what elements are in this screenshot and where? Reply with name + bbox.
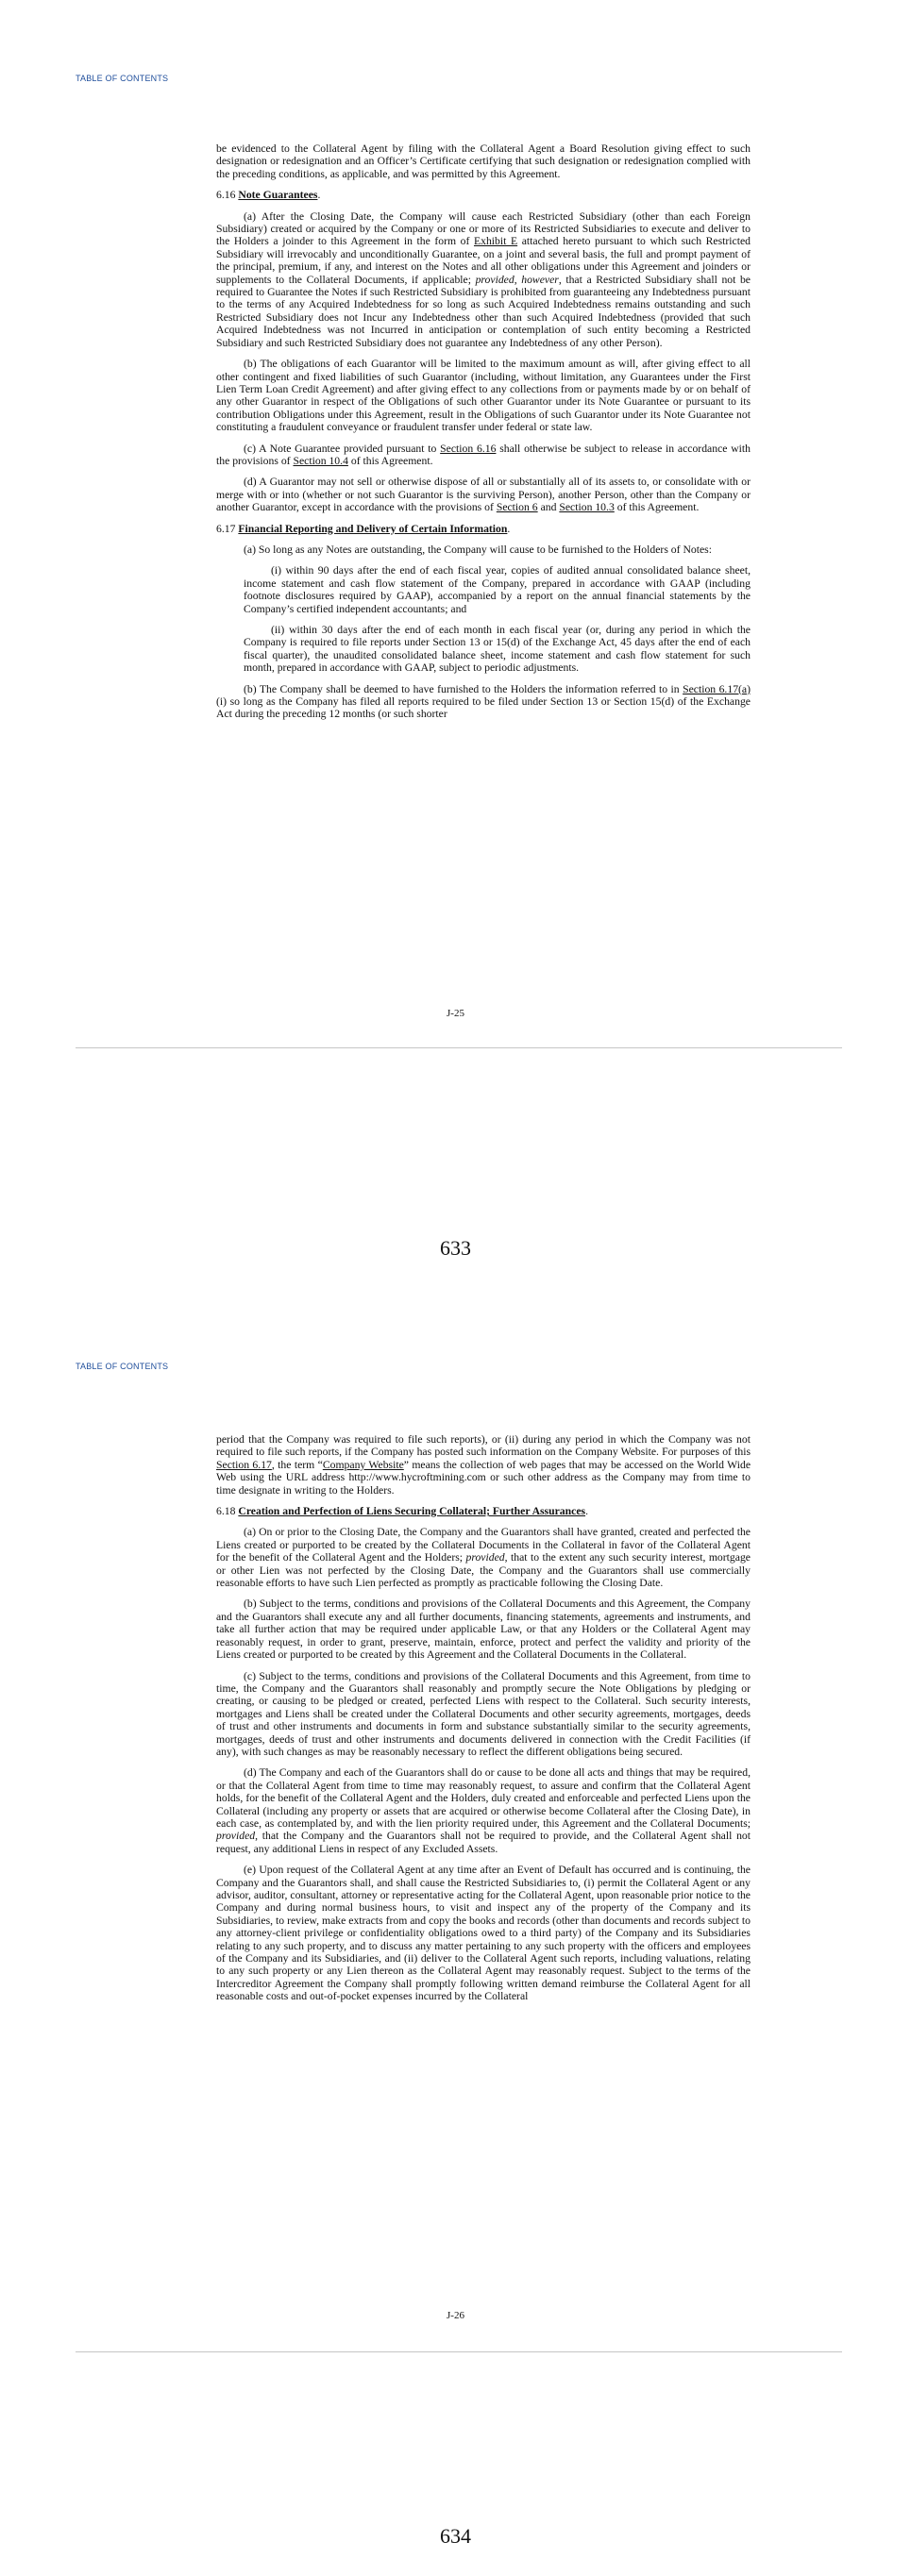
section-heading-6-16 [216, 189, 751, 201]
italic-term: however [521, 273, 559, 286]
italic-term: provided [465, 1551, 505, 1564]
exhibit-e-link[interactable]: Exhibit E [473, 235, 518, 248]
text: of this Agreement. [614, 501, 700, 514]
paragraph-6-18-b: (b) Subject to the terms, conditions and provisions of the Collateral Documents and this Agreement, the Company and the Guarantors shall execute any and all further documents, financing statements, agreements and instruments, and take all further action that may be required under applicable Law, or that any Holders or the Collateral Agent may reasonably request, in order to grant, preserve, maintain, enforce, protect and perfect the validity and priority of the Liens created or purported to be created by this Agreement and the Collateral Documents in the Collateral. [216, 1597, 751, 1662]
heading-period: . [585, 1505, 588, 1518]
page-body-2 [216, 1433, 751, 2012]
page-footer: J-26 [447, 2310, 464, 2321]
text: of this Agreement. [347, 454, 433, 467]
section-number: 6.18 [216, 1505, 239, 1518]
italic-term: provided [475, 273, 515, 286]
text: period that the Company was required to file such reports), or (ii) during any period in which the Company was not required to file such reports, if the Company has posted such information on the Company Website. For purposes of this [216, 1433, 751, 1459]
page-divider [76, 2351, 842, 2352]
text: , [514, 273, 522, 286]
section-heading-6-18 [216, 1505, 751, 1517]
section-title: Financial Reporting and Delivery of Certain Information [238, 522, 508, 535]
paragraph-6-16-a [216, 210, 751, 349]
page-number: 634 [440, 2524, 471, 2548]
section-number: 6.17 [216, 522, 239, 535]
page-body-1 [216, 142, 751, 729]
paragraph-6-16-d [216, 476, 751, 513]
section-6-16-link[interactable]: Section 6.16 [440, 442, 497, 455]
section-10-3-link[interactable]: Section 10.3 [559, 501, 615, 514]
paragraph-continuation: be evidenced to the Collateral Agent by filing with the Collateral Agent a Board Resolution giving effect to such designation or redesignation and an Officer’s Certificate certifying that such designation or redesignation complied with the preceding conditions, as applicable, and was permitted by this Agreement. [216, 142, 751, 180]
section-number: 6.16 [216, 189, 239, 202]
text: shall otherwise be subject to release in accordance with the provisions of [216, 442, 751, 467]
text: and [537, 501, 560, 514]
text: (a) After the Closing Date, the Company will cause each Restricted Subsidiary (other than each Foreign Subsidiary) created or acquired by the Company or one or more of its Restricted Subsidiaries to execute and deliver to the Holders a joinder to this Agreement in the form of [216, 209, 751, 248]
text: (d) The Company and each of the Guarantors shall do or cause to be done all acts and things that may be required, or that the Collateral Agent from time to time may reasonably request, to assure and confirm that the Collateral Agent holds, for the benefit of the Collateral Agent and the Holders, duly created and enforceable and perfected Liens upon the Collateral (including any property or assets that are acquired or otherwise become Collateral after the Closing Date), in each case, as contemplated by, and with the lien priority required under, this Agreement and the Collateral Documents; [216, 1766, 751, 1830]
text: attached hereto pursuant to which such Restricted Subsidiary will irrevocably and unconditionally Guarantee, on a joint and several basis, the full and prompt payment of the principal, premium, if any, and interest on the Notes and all other obligations under this Agreement and joinders or supplements to the Collateral Documents, if applicable; [216, 235, 751, 286]
page-footer: J-25 [447, 1008, 464, 1019]
paragraph-6-18-d [216, 1766, 751, 1855]
paragraph-6-17-a-i: (i) within 90 days after the end of each fiscal year, copies of audited annual consolidated balance sheet, income statement and cash flow statement of the Company, prepared in accordance with GAAP (including footnote disclosures required by GAAP), accompanied by a report on the annual financial statements by the Company’s certified independent accountants; and [244, 564, 751, 615]
text: (i) so long as the Company has filed all reports required to be filed under Section 13 or Section 15(d) of the Exchange Act during the preceding 12 months (or such shorter [216, 695, 751, 721]
section-title: Note Guarantees [238, 189, 318, 202]
text: , the term “ [271, 1458, 323, 1471]
paragraph-6-18-c: (c) Subject to the terms, conditions and provisions of the Collateral Documents and this Agreement, from time to time, the Company and the Guarantors shall reasonably and promptly secure the Note Obligations by pledging or creating, or causing to be pledged or created, perfected Liens with respect to the Collateral. Such security interests, mortgages and Liens shall be created under the Collateral Documents and other security agreements, mortgages, deeds of trust and other instruments and documents in form and substance substantially similar to the security agreements, mortgages, deeds of trust and other instruments and documents delivered in connection with the Credit Facilities (if any), with such changes as may be reasonably necessary to reflect the different obligations being secured. [216, 1669, 751, 1758]
company-website-term: Company Website [322, 1458, 404, 1471]
paragraph-6-17-a: (a) So long as any Notes are outstanding, the Company will cause to be furnished to the Holders of Notes: [244, 543, 712, 556]
section-heading-6-17 [216, 523, 751, 535]
paragraph-continuation [216, 1433, 751, 1497]
text: (a) On or prior to the Closing Date, the Company and the Guarantors shall have granted, created and perfected the Liens created or purported to be created by the Collateral Documents in the Collateral in favor of the Collateral Agent for the benefit of the Collateral Agent and the Holders; [216, 1526, 751, 1564]
text: , that a Restricted Subsidiary shall not be required to Guarantee the Notes if such Restricted Subsidiary is prohibited from guaranteeing any Indebtedness pursuant to the terms of any Acquired Indebtedness for so long as such Acquired Indebtedness remains outstanding and such Restricted Subsidiary does not Incur any Indebtedness other than such Acquired Indebtedness (provided that such Acquired Indebtedness was not Incurred in anticipation or contemplation of such entity becoming a Restricted Subsidiary and such Restricted Subsidiary does not guarantee any Indebtedness of any other Person). [216, 273, 751, 349]
section-title: Creation and Perfection of Liens Securing Collateral; Further Assurances [238, 1505, 586, 1518]
italic-term: provided [216, 1830, 256, 1843]
text: (c) A Note Guarantee provided pursuant to [244, 442, 441, 455]
section-6-17-link[interactable]: Section 6.17 [216, 1458, 272, 1471]
paragraph-6-18-a [216, 1526, 751, 1589]
paragraph-6-17-b [216, 683, 751, 721]
table-of-contents-link[interactable]: TABLE OF CONTENTS [76, 74, 169, 83]
heading-period: . [507, 522, 511, 535]
table-of-contents-link[interactable]: TABLE OF CONTENTS [76, 1362, 169, 1371]
page-number: 633 [440, 1236, 471, 1260]
paragraph-6-16-b: (b) The obligations of each Guarantor will be limited to the maximum amount as will, after giving effect to all other contingent and fixed liabilities of such Guarantor (including, without limitation, any Guarantees under the First Lien Term Loan Credit Agreement) and after giving effect to any collections from or payments made by or on behalf of any other Guarantor in respect of the Obligations of such other Guarantor under its Note Guarantee or pursuant to its contribution Obligations under this Agreement, result in the Obligations of such Guarantor under its Note Guarantee not constituting a fraudulent conveyance or fraudulent transfer under federal or state law. [216, 358, 751, 434]
section-6-17-a-link[interactable]: Section 6.17(a) [683, 682, 751, 695]
heading-period: . [317, 189, 321, 202]
paragraph-6-17-a-ii: (ii) within 30 days after the end of each month in each fiscal year (or, during any period in which the Company is required to file reports under Section 13 or 15(d) of the Exchange Act, 45 days after the end of each fiscal quarter), the unaudited consolidated balance sheet, income statement and cash flow statement for such month, prepared in accordance with GAAP, subject to periodic adjustments. [244, 624, 751, 675]
section-10-4-link[interactable]: Section 10.4 [293, 454, 348, 467]
paragraph-6-18-e: (e) Upon request of the Collateral Agent at any time after an Event of Default has occurred and is continuing, the Company and the Guarantors shall, and shall cause the Restricted Subsidiaries to, (i) permit the Collateral Agent or any advisor, auditor, consultant, attorney or representative acting for the Collateral Agent, upon reasonable prior notice to the Company and during normal business hours, to visit and inspect any of the property of the Company and its Subsidiaries, to review, make extracts from and copy the books and records (other than documents and records subject to any attorney-client privilege or confidentiality obligations owed to a third party) of the Company and its Subsidiaries relating to any such property, and to discuss any matter pertaining to any such property with the officers and employees of the Company and its Subsidiaries, and (ii) deliver to the Collateral Agent such reports, including valuations, relating to any such property or any Lien thereon as the Collateral Agent may reasonably request. Subject to the terms of the Intercreditor Agreement the Company shall promptly following written demand reimburse the Collateral Agent for all reasonable costs and out-of-pocket expenses incurred by the Collateral [216, 1864, 751, 2003]
text: , that the Company and the Guarantors shall not be required to provide, and the Collateral Agent shall not request, any additional Liens in respect of any Excluded Assets. [216, 1830, 751, 1855]
section-6-link[interactable]: Section 6 [496, 501, 538, 514]
paragraph-6-16-c [216, 443, 751, 468]
text: ” means the collection of web pages that may be accessed on the World Wide Web using the URL address http://www.hycroftmining.com or such other address as the Company may from time to time designate in writing to the Holders. [216, 1458, 751, 1497]
page-divider [76, 1047, 842, 1048]
text: (d) A Guarantor may not sell or otherwise dispose of all or substantially all of its assets to, or consolidate with or merge with or into (whether or not such Guarantor is the surviving Person), another Person, other than the Company or another Guarantor, except in accordance with the provisions of [216, 476, 751, 514]
text: (b) The Company shall be deemed to have furnished to the Holders the information referred to in [244, 682, 683, 695]
text: , that to the extent any such security interest, mortgage or other Lien was not perfected by the Closing Date, the Company and the Guarantors shall use commercially reasonable efforts to have such Lien perfected as promptly as practicable following the Closing Date. [216, 1551, 751, 1590]
